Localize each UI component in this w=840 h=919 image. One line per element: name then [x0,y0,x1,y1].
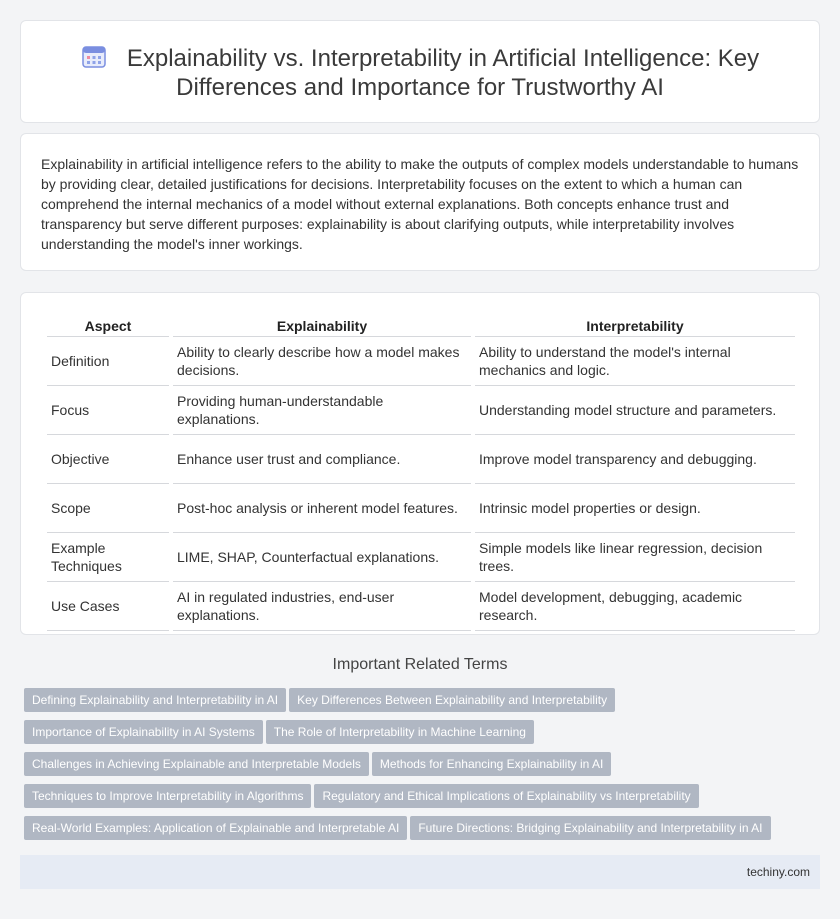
cell-interpretability: Improve model transparency and debugging. [475,435,795,484]
tag-row [24,688,820,720]
related-term-link[interactable]: Challenges in Achieving Explainable and Interpretable Models [24,752,369,776]
cell-explainability: AI in regulated industries, end-user explanations. [173,582,471,631]
footer-site: techiny.com [746,865,810,879]
table-header-row [47,315,795,337]
cell-interpretability: Intrinsic model properties or design. [475,484,795,533]
cell-explainability: Enhance user trust and compliance. [173,435,471,484]
cell-interpretability: Ability to understand the model's internal mechanics and logic. [475,337,795,386]
cell-aspect: Focus [47,386,169,435]
tag-row [24,816,820,848]
cell-aspect: Example Techniques [47,533,169,582]
related-term-link[interactable]: Defining Explainability and Interpretability in AI [24,688,286,712]
cell-aspect: Use Cases [47,582,169,631]
table-row [47,386,795,435]
cell-explainability: Providing human-understandable explanations. [173,386,471,435]
cell-explainability: Post-hoc analysis or inherent model features. [173,484,471,533]
related-term-link[interactable]: Methods for Enhancing Explainability in AI [372,752,611,776]
tag-row [24,752,820,784]
table-row [47,582,795,631]
page-title [41,43,799,102]
table-row [47,484,795,533]
intro-card [20,133,820,271]
related-term-link[interactable]: Importance of Explainability in AI Systems [24,720,263,744]
cell-interpretability: Model development, debugging, academic research. [475,582,795,631]
related-terms-list [24,688,820,848]
cell-aspect: Definition [47,337,169,386]
tag-row [24,784,820,816]
related-term-link[interactable]: The Role of Interpretability in Machine Learning [266,720,534,744]
calendar-icon [81,43,107,69]
comparison-table [43,315,799,631]
cell-interpretability: Simple models like linear regression, decision trees. [475,533,795,582]
cell-aspect: Objective [47,435,169,484]
related-term-link[interactable]: Techniques to Improve Interpretability in Algorithms [24,784,311,808]
related-term-link[interactable]: Key Differences Between Explainability and Interpretability [289,688,615,712]
related-terms-title: Important Related Terms [332,656,508,673]
cell-interpretability: Understanding model structure and parameters. [475,386,795,435]
table-row [47,435,795,484]
cell-aspect: Scope [47,484,169,533]
cell-explainability: LIME, SHAP, Counterfactual explanations. [173,533,471,582]
footer [20,855,820,889]
intro-paragraph: Explainability in artificial intelligence refers to the ability to make the outputs of complex models understandable to humans by providing clear, detailed justifications for decisions. Interpretability focuses on the extent to which a human can comprehend the internal mechanics of a model without external explanations. Both concepts enhance trust and transparency but serve different purposes: explainability is about clarifying outputs, while interpretability involves understanding the model's inner workings. [41,156,799,252]
header-aspect: Aspect [47,315,169,337]
related-term-link[interactable]: Real-World Examples: Application of Explainable and Interpretable AI [24,816,407,840]
related-term-link[interactable]: Regulatory and Ethical Implications of Explainability vs Interpretability [314,784,698,808]
header-explainability: Explainability [173,315,471,337]
table-row [47,337,795,386]
header-interpretability: Interpretability [475,315,795,337]
title-card [20,20,820,123]
page-title-text: Explainability vs. Interpretability in Artificial Intelligence: Key Differences and Importance for Trustworthy AI [126,45,760,101]
related-term-link[interactable]: Future Directions: Bridging Explainability and Interpretability in AI [410,816,770,840]
table-row [47,533,795,582]
comparison-card [20,292,820,635]
cell-explainability: Ability to clearly describe how a model makes decisions. [173,337,471,386]
tag-row [24,720,820,752]
